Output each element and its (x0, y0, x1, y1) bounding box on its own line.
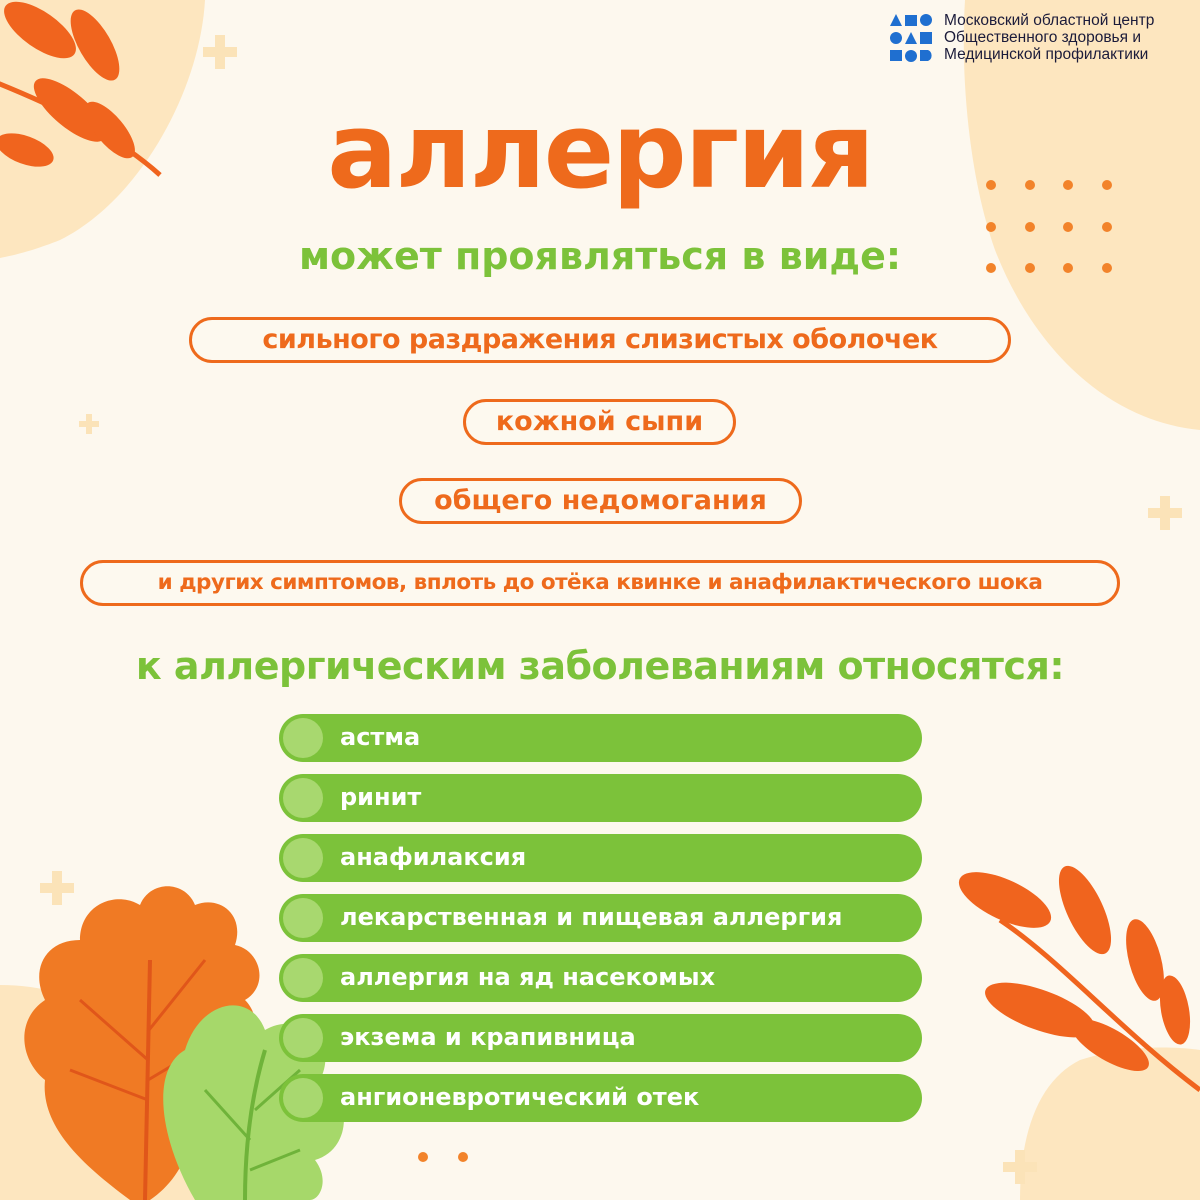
disease-item (279, 834, 922, 882)
dots-bottom-icon (418, 1152, 468, 1162)
disease-label: астма (340, 723, 421, 751)
disease-item (279, 954, 922, 1002)
org-name-line: Московский областной центр (944, 12, 1155, 29)
org-name-line: Общественного здоровья и (944, 29, 1141, 46)
disease-item (279, 1074, 922, 1122)
disease-item (279, 894, 922, 942)
disease-label: лекарственная и пищевая аллергия (340, 903, 843, 931)
bullet-dot-icon (283, 778, 323, 818)
bullet-dot-icon (283, 958, 323, 998)
diseases-list (279, 714, 922, 1134)
disease-label: экзема и крапивница (340, 1023, 636, 1051)
disease-item (279, 1014, 922, 1062)
bullet-dot-icon (283, 718, 323, 758)
disease-label: ангионевротический отек (340, 1083, 700, 1111)
symptom-pill: сильного раздражения слизистых оболочек (189, 317, 1011, 363)
bullet-dot-icon (283, 1018, 323, 1058)
subtitle: может проявляться в виде: (298, 234, 902, 278)
disease-label: анафилаксия (340, 843, 527, 871)
disease-item (279, 714, 922, 762)
page-title: аллергия (327, 90, 873, 212)
symptom-pill: и других симптомов, вплоть до отёка квинке и анафилактического шока (80, 560, 1120, 606)
org-name (944, 12, 1154, 63)
symptom-pill: кожной сыпи (463, 399, 736, 445)
org-logo (888, 12, 1154, 64)
bullet-dot-icon (283, 838, 323, 878)
bullet-dot-icon (283, 1078, 323, 1118)
diseases-heading: к аллергическим заболеваниям относятся: (135, 644, 1065, 688)
org-logo-icon (888, 12, 936, 64)
org-name-line: Медицинской профилактики (944, 46, 1149, 63)
disease-label: ринит (340, 783, 422, 811)
disease-item (279, 774, 922, 822)
symptom-pill: общего недомогания (399, 478, 802, 524)
bullet-dot-icon (283, 898, 323, 938)
disease-label: аллергия на яд насекомых (340, 963, 716, 991)
